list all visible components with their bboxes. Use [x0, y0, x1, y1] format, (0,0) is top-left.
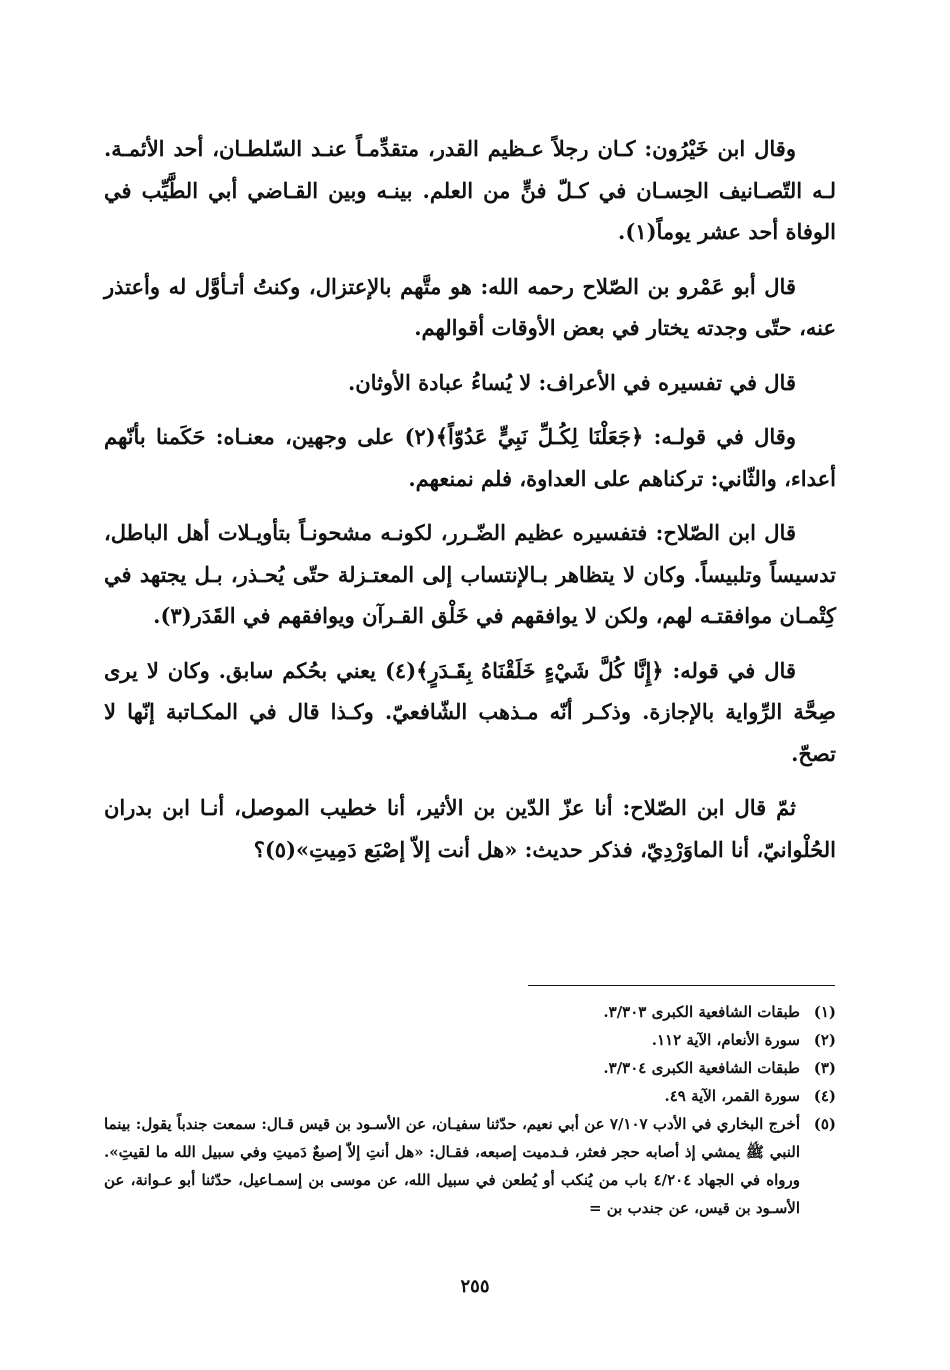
page-number: ٢٥٥ — [460, 1276, 490, 1297]
paragraph-4: وقال في قولـه: ﴿جَعَلْنَا لِكُـلِّ نَبِيٍّ عَدُوّاً﴾(٢) على وجهين، معنـاه: حَكَمنا بأنّهم أعداء، والثّاني: تركناهم على العداوة، فلم نمنعهم. — [104, 424, 836, 491]
footnote-text: طبقات الشافعية الكبرى ٣/٣٠٣. — [603, 1003, 800, 1021]
footnote-text: طبقات الشافعية الكبرى ٣/٣٠٤. — [603, 1059, 800, 1077]
paragraph-3: قال في تفسيره في الأعراف: لا يُساءُ عبادة الأوثان. — [347, 369, 796, 395]
footnote-separator — [528, 985, 835, 986]
footnote-4 — [104, 1082, 836, 1110]
footnote-number: (٢) — [813, 1031, 836, 1049]
footnote-number: (٣) — [813, 1059, 836, 1077]
paragraph-5: قال ابن الصّلاح: فتفسيره عظيم الضّـرر، لكونـه مشحونـاً بتأويـلات أهل الباطل، تدسيساً وتلبيساً. وكان لا يتظاهر بـالإنتساب إلى المعتـزلة حتّى يُحـذر، بـل يجتهد في كِتْمـان موافقتـه لهم، ولكن لا يوافقهم في خَلْق القـرآن ويوافقهم في القَدَر(٣). — [104, 520, 836, 628]
footnote-number: (١) — [813, 1003, 836, 1021]
paragraph-7: ثمّ قال ابن الصّلاح: أنا عزّ الدّين بن الأثير، أنا خطيب الموصل، أنـا ابن بدران الحُلْوانيّ، أنا الماوَرْدِيّ، فذكر حديث: «هل أنت إلاّ إصْبَع دَمِيتِ»(٥)؟ — [104, 795, 836, 862]
footnote-5 — [104, 1110, 836, 1222]
footnote-1 — [104, 998, 836, 1026]
footnote-text: أخرج البخاري في الأدب ٧/١٠٧ عن أبي نعيم، حدّثنا سفيـان، عن الأسـود بن قيس قـال: سمعت جندباً يقول: بينما النبي ﷺ يمشي إذ أصابه حجر فعثر، فـدميت إصبعه، فقـال: «هل أنتِ إلاّ إصبعٌ دَميتِ وفي سبيل الله ما لقيتِ». ورواه في الجهاد ٤/٢٠٤ باب من يُنكب أو يُطعن في سبيل الله، عن موسى بن إسمـاعيل، حدّثنا أبو عـوانة، عن الأسـود بن قيس، عن جندب بن = — [104, 1115, 801, 1217]
paragraph-2: قال أبو عَمْرو بن الصّلاح رحمه الله: هو متَّهم بالإعتزال، وكنتُ أتـأوَّل له وأعتذر عنه، حتّى وجدته يختار في بعض الأوقات أقوالهم. — [104, 273, 836, 340]
footnote-number: (٤) — [813, 1087, 836, 1105]
paragraph-6: قال في قوله: ﴿إِنَّا كُلَّ شَيْءٍ خَلَقْنَاهُ بِقَـدَرٍ﴾(٤) يعني بحُكم سابق. وكان لا يرى صِحَّة الرِّواية بالإجازة. وذكـر أنّه مـذهب الشّافعيّ. وكـذا قال في المكـاتبة إنّها لا تصحّ. — [104, 657, 836, 766]
footnote-number: (٥) — [813, 1115, 836, 1133]
footnotes — [104, 998, 836, 1222]
main-text — [104, 128, 836, 883]
paragraph-1: وقال ابن خَيْرُون: كـان رجلاً عـظيم القدر، متقدِّمـاً عنـد السّلطـان، أحد الأئمـة. لـه التّصـانيف الحِسـان في كـلّ فنٍّ من العلم. بينـه وبين القـاضي أبي الطَّيِّب في الوفاة أحد عشر يوماً(١). — [104, 136, 836, 244]
footnote-text: سورة الأنعام، الآية ١١٢. — [651, 1031, 800, 1049]
footnote-2 — [104, 1026, 836, 1054]
footnote-3 — [104, 1054, 836, 1082]
footnote-text: سورة القمر، الآية ٤٩. — [664, 1087, 800, 1105]
